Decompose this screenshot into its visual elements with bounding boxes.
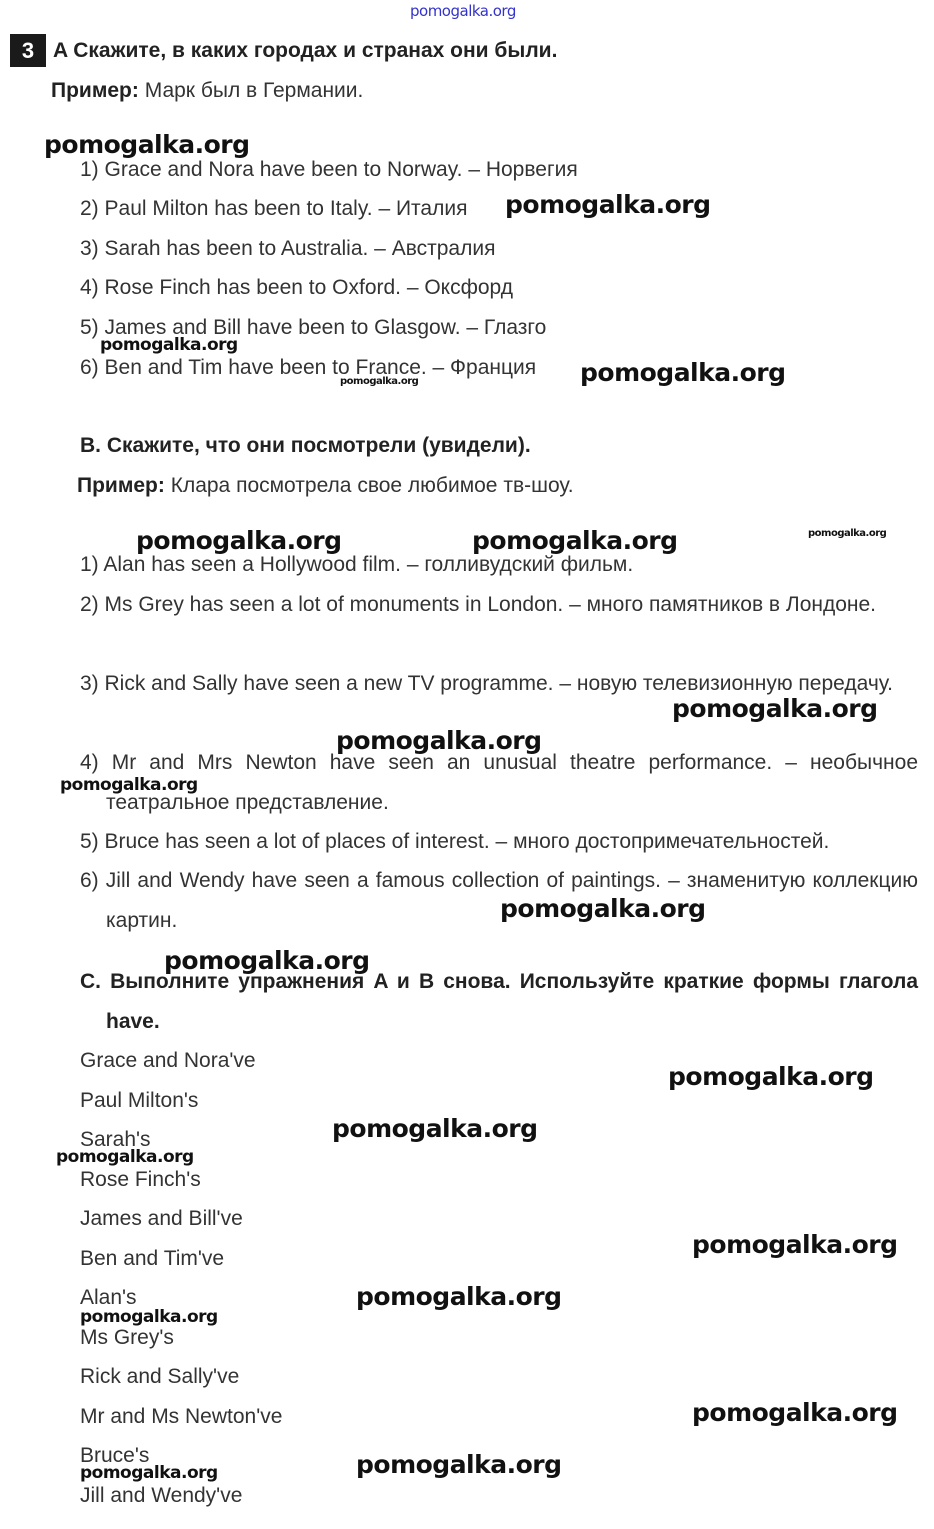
watermark: pomogalka.org [356,1282,562,1311]
part-a-title: A Скажите, в каких городах и странах они были. [53,39,558,62]
list-item: Ben and Tim've [80,1247,225,1270]
watermark: pomogalka.org [136,526,342,555]
watermark: pomogalka.org [56,1147,194,1167]
list-item: 4) Rose Finch has been to Oxford. – Оксфорд [80,276,514,299]
list-item: 2) Paul Milton has been to Italy. – Италия [80,197,468,220]
list-item: Paul Milton's [80,1089,199,1112]
watermark: pomogalka.org [692,1398,898,1427]
list-item: 6) Ben and Tim have been to France. – Франция [80,356,537,379]
example-label: Пример: [51,79,139,102]
watermark: pomogalka.org [164,946,370,975]
list-item: 2) Ms Grey has seen a lot of monuments in London. – много памятников в Лондоне. [80,593,877,616]
list-item: 3) Rick and Sally have seen a new TV programme. – новую телевизионную передачу. [80,672,894,695]
list-item: Mr and Ms Newton've [80,1405,283,1428]
part-a-example [51,79,363,103]
part-c-title: C. Выполните упражнения A и B снова. Используйте краткие формы глагола have. [80,970,918,1033]
watermark: pomogalka.org [100,335,238,355]
watermark: pomogalka.org [692,1230,898,1259]
list-item: Rose Finch's [80,1168,201,1191]
list-item: 6) Jill and Wendy have seen a famous collection of paintings. – знаменитую коллекцию картин. [80,869,918,932]
list-item: Sarah's [80,1128,151,1151]
example-text: Клара посмотрела свое любимое тв-шоу. [164,474,574,497]
list-item: Bruce's [80,1444,150,1467]
list-item: 5) James and Bill have been to Glasgow. – Глазго [80,316,547,339]
watermark: pomogalka.org [332,1114,538,1143]
watermark: pomogalka.org [60,775,198,795]
watermark: pomogalka.org [80,1463,218,1483]
list-item: 3) Sarah has been to Australia. – Австралия [80,237,496,260]
part-b-example [77,474,574,498]
watermark: pomogalka.org [472,526,678,555]
list-item: Alan's [80,1286,137,1309]
list-item: Grace and Nora've [80,1049,256,1072]
watermark: pomogalka.org [668,1062,874,1091]
watermark: pomogalka.org [336,726,542,755]
example-text: Марк был в Германии. [138,79,364,102]
watermark: pomogalka.org [356,1450,562,1479]
watermark: pomogalka.org [808,528,887,539]
list-item: James and Bill've [80,1207,243,1230]
list-item: Ms Grey's [80,1326,174,1349]
watermark: pomogalka.org [44,130,250,159]
watermark: pomogalka.org [672,694,878,723]
example-label: Пример: [77,474,165,497]
watermark: pomogalka.org [80,1307,218,1327]
list-item: Jill and Wendy've [80,1484,243,1507]
part-b-title: B. Скажите, что они посмотрели (увидели). [80,434,531,457]
watermark: pomogalka.org [500,894,706,923]
list-item: 1) Grace and Nora have been to Norway. – Норвегия [80,158,578,181]
list-item: 4) Mr and Mrs Newton have seen an unusual theatre performance. – необычное театральное представление. [80,751,918,814]
list-item: Rick and Sally've [80,1365,240,1388]
list-item: 1) Alan has seen a Hollywood film. – голливудский фильм. [80,553,634,576]
watermark: pomogalka.org [580,358,786,387]
top-watermark: pomogalka.org [410,2,516,20]
watermark: pomogalka.org [505,190,711,219]
exercise-number-badge: 3 [10,34,46,67]
watermark: pomogalka.org [340,376,419,387]
list-item: 5) Bruce has seen a lot of places of interest. – много достопримечательностей. [80,830,830,853]
